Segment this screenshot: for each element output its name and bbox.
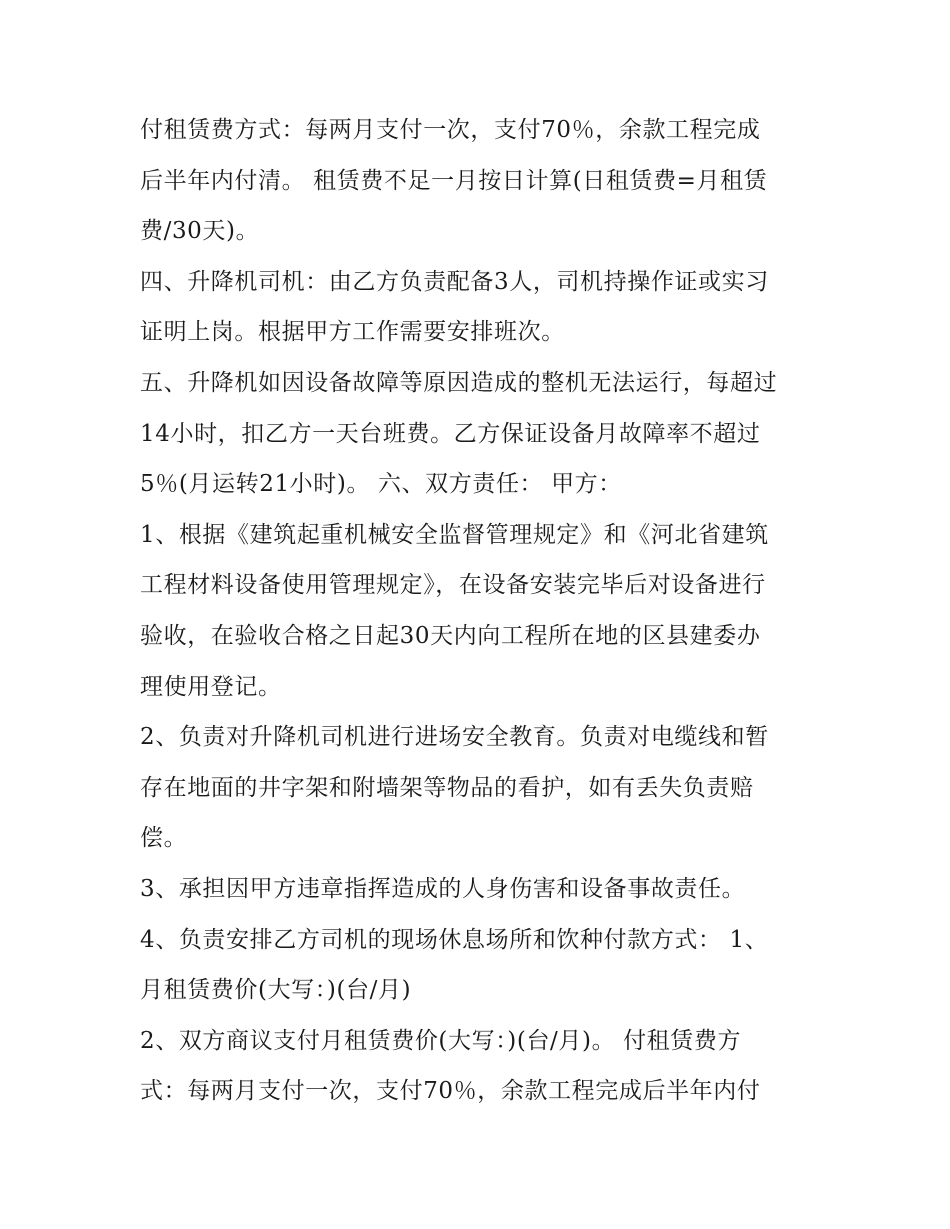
text-line: 五、升降机如因设备故障等原因造成的整机无法运行，每超过 (140, 369, 778, 396)
text-line: 2、负责对升降机司机进行进场安全教育。负责对电缆线和暂 (140, 724, 769, 751)
text-line: 偿。 (140, 825, 188, 852)
text-line: 式：每两月支付一次，支付70％，余款工程完成后半年内付 (140, 1078, 761, 1105)
text-line: 理使用登记。 (140, 673, 282, 700)
document-body (140, 108, 820, 1120)
text-line: 4、负责安排乙方司机的现场休息场所和饮种付款方式： 1、 (140, 926, 769, 953)
text-line: 后半年内付清。 租赁费不足一月按日计算(日租赁费=月租赁 (140, 167, 768, 194)
text-line: 付租赁费方式：每两月支付一次，支付70％，余款工程完成 (140, 117, 761, 143)
text-line: 14小时，扣乙方一天台班费。乙方保证设备月故障率不超过 (140, 420, 761, 447)
text-line: 费/30天)。 (140, 218, 260, 245)
text-line: 证明上岗。根据甲方工作需要安排班次。 (140, 319, 565, 346)
text-line: 5％(月运转21小时)。 六、双方责任： 甲方： (140, 471, 622, 498)
text-line: 验收，在验收合格之日起30天内向工程所在地的区县建委办 (140, 622, 761, 649)
text-line: 3、承担因甲方违章指挥造成的人身伤害和设备事故责任。 (140, 875, 746, 902)
text-line: 月租赁费价(大写：)(台/月) (140, 977, 412, 1004)
text-line: 四、升降机司机：由乙方负责配备3人，司机持操作证或实习 (140, 268, 769, 295)
text-line: 工程材料设备使用管理规定》，在设备安装完毕后对设备进行 (140, 572, 766, 599)
text-line: 存在地面的井字架和附墙架等物品的看护，如有丢失负责赔 (140, 774, 754, 801)
text-line: 1、根据《建筑起重机械安全监督管理规定》和《河北省建筑 (140, 521, 769, 548)
text-line: 2、双方商议支付月租赁费价(大写：)(台/月)。 付租赁费方 (140, 1027, 742, 1054)
